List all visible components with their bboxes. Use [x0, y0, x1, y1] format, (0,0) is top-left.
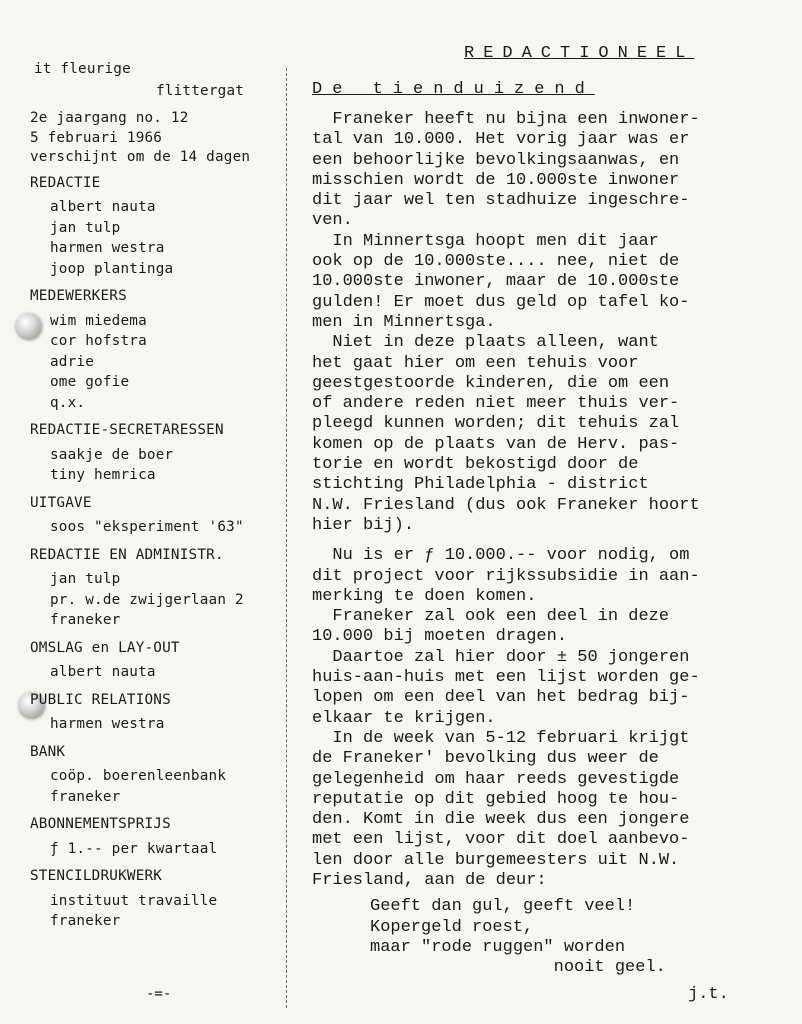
- colophon-entry: adrie: [50, 353, 95, 370]
- article-line: Franeker zal ook een deel in deze: [312, 607, 670, 627]
- poem-line: Geeft dan gul, geeft veel!: [370, 897, 636, 917]
- article-poem: [312, 897, 788, 978]
- article-line: dit jaar wel ten stadhuize ingeschre-: [312, 191, 690, 211]
- article-line: huis-aan-huis met een lijst worden ge-: [312, 668, 700, 688]
- colophon-entry: wim miedema: [50, 312, 147, 329]
- article-line: met een lijst, voor dit doel aanbevo-: [312, 830, 690, 850]
- masthead-frequency: verschijnt om de 14 dagen: [30, 149, 251, 165]
- colophon-entry: jan tulp: [50, 219, 121, 236]
- poem-line: maar "rode ruggen" worden: [370, 937, 626, 957]
- colophon-entry: franeker: [50, 788, 121, 805]
- article-line: elkaar te krijgen.: [312, 708, 496, 728]
- colophon-label: ABONNEMENTSPRIJS: [30, 816, 171, 832]
- article-paragraph: [312, 333, 788, 536]
- article-line: gulden! Er moet dus geld op tafel ko-: [312, 292, 690, 312]
- colophon-entry: pr. w.de zwijgerlaan 2: [50, 591, 244, 608]
- article-line: gelegenheid om haar reeds gevestigde: [312, 769, 680, 789]
- article-paragraph: [312, 729, 788, 891]
- article-paragraph: [312, 110, 788, 232]
- end-mark: -=-: [146, 986, 172, 1002]
- article-paragraph: [312, 232, 788, 333]
- article-line: het gaat hier om een tehuis voor: [312, 353, 639, 373]
- colophon-entry: albert nauta: [50, 664, 156, 680]
- colophon-entry: soos "eksperiment '63": [50, 519, 244, 535]
- colophon-entry: harmen westra: [50, 240, 165, 256]
- colophon-sections: [30, 174, 282, 932]
- masthead-volume: 2e jaargang no. 12: [30, 110, 189, 126]
- article-line: merking te doen komen.: [312, 586, 537, 606]
- article-line: hier bij).: [312, 515, 415, 535]
- article-line: ook op de 10.000ste.... nee, niet de: [312, 252, 680, 272]
- article-paragraph: [312, 546, 788, 607]
- colophon-entry: albert nauta: [50, 199, 156, 215]
- colophon-entry: franeker: [50, 913, 121, 929]
- article-line: reputatie op dit gebied hoog te hou-: [312, 789, 680, 809]
- colophon-entry: coöp. boerenleenbank: [50, 768, 227, 784]
- colophon-entry: q.x.: [50, 394, 86, 411]
- article-line: of andere reden niet meer thuis ver-: [312, 394, 680, 414]
- colophon-entry: saakje de boer: [50, 446, 174, 463]
- masthead-date: 5 februari 1966: [30, 129, 163, 146]
- article-line: dit project voor rijkssubsidie in aan-: [312, 566, 700, 586]
- article-line: Nu is er ƒ 10.000.-- voor nodig, om: [312, 546, 690, 566]
- article-line: In de week van 5-12 februari krijgt: [312, 728, 690, 748]
- colophon-entry: tiny hemrica: [50, 467, 156, 483]
- article-signature: j.t.: [688, 985, 729, 1004]
- article-line: ven.: [312, 211, 353, 231]
- article-line: Niet in deze plaats alleen, want: [312, 333, 659, 353]
- colophon-label: OMSLAG en LAY-OUT: [30, 639, 180, 656]
- colophon-entry: cor hofstra: [50, 333, 147, 349]
- article-paragraph: [312, 648, 788, 729]
- article-line: Franeker heeft nu bijna een inwoner-: [312, 110, 700, 129]
- colophon-label: REDACTIE EN ADMINISTR.: [30, 546, 224, 563]
- colophon-label: MEDEWERKERS: [30, 288, 127, 304]
- article-line: 10.000ste inwoner, maar de 10.000ste: [312, 272, 680, 292]
- colophon-entry: jan tulp: [50, 571, 121, 587]
- section-header: REDACTIONEEL: [464, 44, 695, 63]
- colophon-entry: harmen westra: [50, 716, 165, 732]
- article-body: [312, 110, 788, 978]
- colophon-label: PUBLIC RELATIONS: [30, 691, 171, 708]
- article-line: den. Komt in die week dus een jongere: [312, 810, 690, 830]
- poem-line: Kopergeld roest,: [370, 917, 534, 937]
- article-line: geestgestoorde kinderen, die om een: [312, 373, 670, 393]
- article-line: een behoorlijke bevolkingsaanwas, en: [312, 150, 680, 170]
- colophon-entry: instituut travaille: [50, 892, 218, 909]
- colophon: [30, 60, 282, 932]
- article-line: misschien wordt de 10.000ste inwoner: [312, 170, 680, 190]
- article-line: Friesland, aan de deur:: [312, 870, 547, 890]
- article-line: N.W. Friesland (dus ook Franeker hoort: [312, 495, 700, 515]
- article-line: de Franeker' bevolking dus weer de: [312, 749, 659, 769]
- colophon-entry: ome gofie: [50, 374, 130, 390]
- article-line: torie en wordt bekostigd door de: [312, 455, 639, 475]
- colophon-label: BANK: [30, 743, 66, 760]
- article-line: len door alle burgemeesters uit N.W.: [312, 850, 680, 870]
- colophon-label: UITGAVE: [30, 494, 92, 511]
- masthead-name-line1: it fleurige: [34, 61, 131, 77]
- masthead-name-line2: flittergat: [156, 82, 245, 99]
- article-line: men in Minnertsga.: [312, 312, 496, 332]
- colophon-entry: joop plantinga: [50, 260, 174, 277]
- article-line: Daartoe zal hier door ± 50 jongeren: [312, 647, 690, 667]
- colophon-entry: ƒ 1.-- per kwartaal: [50, 840, 218, 857]
- poem-line: nooit geel.: [370, 958, 666, 978]
- article-line: pleegd kunnen worden; dit tehuis zal: [312, 414, 680, 434]
- column-divider: [286, 68, 287, 1008]
- colophon-entry: franeker: [50, 612, 121, 628]
- article-line: tal van 10.000. Het vorig jaar was er: [312, 130, 690, 150]
- article-line: In Minnertsga hoopt men dit jaar: [312, 231, 659, 251]
- colophon-label: REDACTIE-SECRETARESSEN: [30, 422, 224, 438]
- article-line: komen op de plaats van de Herv. pas-: [312, 434, 680, 454]
- article-paragraph: [312, 607, 788, 648]
- colophon-label: REDACTIE: [30, 174, 101, 191]
- article-line: stichting Philadelphia - district: [312, 475, 649, 495]
- article-title: De tienduizend: [312, 80, 595, 99]
- article-line: lopen om een deel van het bedrag bij-: [312, 688, 690, 708]
- colophon-label: STENCILDRUKWERK: [30, 868, 163, 884]
- article-line: 10.000 bij moeten dragen.: [312, 627, 568, 647]
